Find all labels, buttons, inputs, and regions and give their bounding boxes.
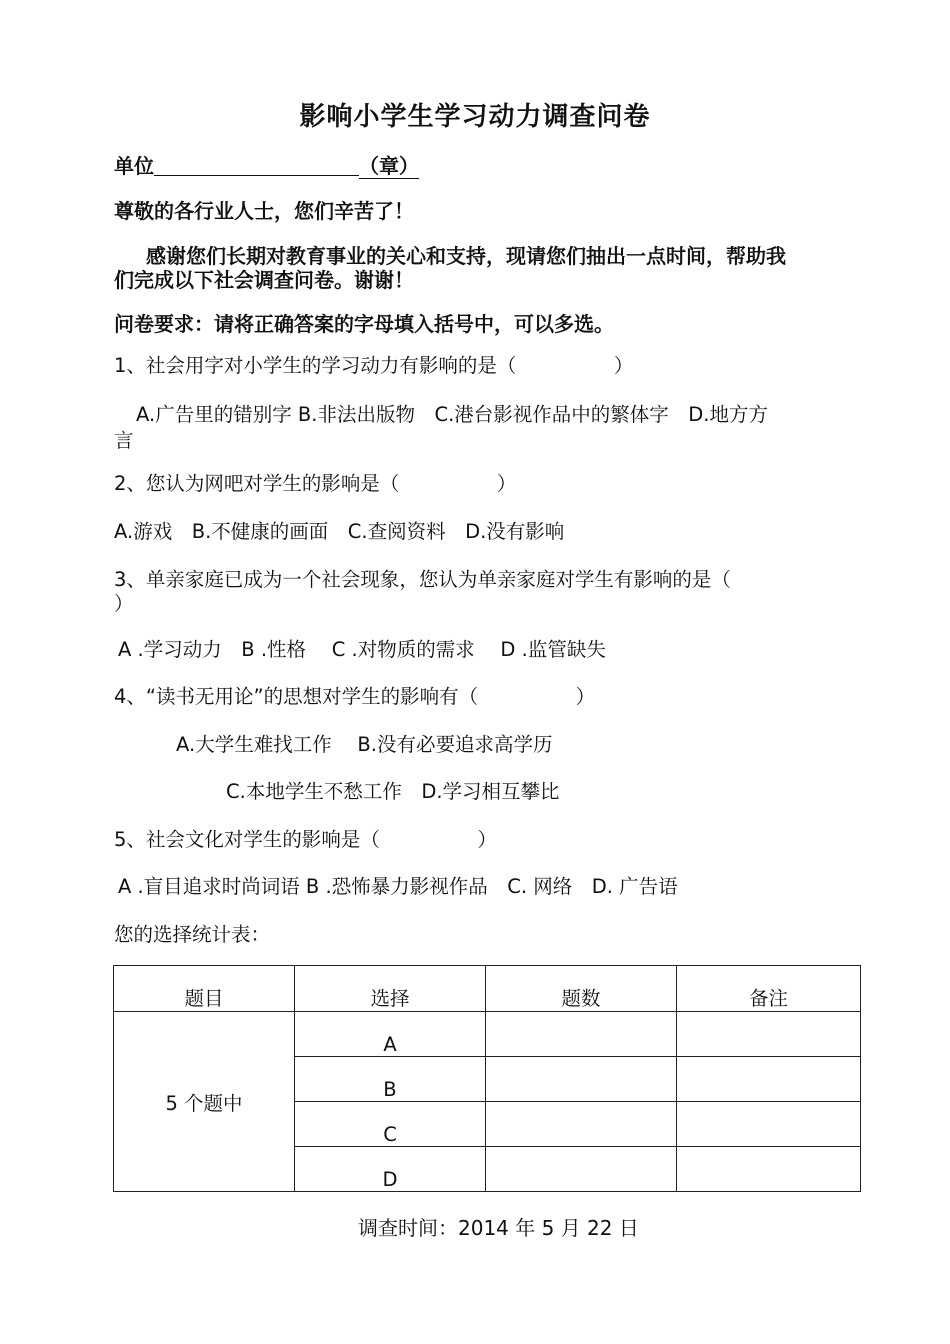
choice-cell: B [295,1057,486,1102]
question-3-stem: 3、单亲家庭已成为一个社会现象，您认为单亲家庭对学生有影响的是（ [114,568,731,591]
question-1-options: A.广告里的错别字 B.非法出版物 C.港台影视作品中的繁体字 D.地方方 [136,403,768,426]
remarks-cell[interactable] [677,1102,861,1147]
header-count: 题数 [486,966,677,1012]
choice-cell: A [295,1012,486,1057]
count-cell[interactable] [486,1147,677,1192]
header-remarks: 备注 [677,966,861,1012]
count-cell[interactable] [486,1102,677,1147]
remarks-cell[interactable] [677,1012,861,1057]
question-3-options: A .学习动力 B .性格 C .对物质的需求 D .监管缺失 [118,638,606,661]
question-1-stem: 1、社会用字对小学生的学习动力有影响的是（ ） [114,354,634,377]
question-5-stem: 5、社会文化对学生的影响是（ ） [114,828,497,851]
table-header-row [114,966,861,1012]
question-2-stem: 2、您认为网吧对学生的影响是（ ） [114,472,517,495]
question-3-stem-cont: ） [114,592,134,615]
question-2-options: A.游戏 B.不健康的画面 C.查阅资料 D.没有影响 [114,520,565,543]
selection-stats-table [113,965,861,1192]
unit-line [114,150,419,179]
intro-line-2: 们完成以下社会调查问卷。谢谢！ [114,268,414,292]
choice-cell: D [295,1147,486,1192]
count-cell[interactable] [486,1057,677,1102]
question-4-options-2: C.本地学生不愁工作 D.学习相互攀比 [226,780,560,803]
table-row [114,1012,861,1057]
question-4-options-1: A.大学生难找工作 B.没有必要追求高学历 [176,733,553,756]
header-topic: 题目 [114,966,295,1012]
unit-stamp: （章） [359,154,419,178]
survey-date: 调查时间：2014 年 5 月 22 日 [358,1216,639,1240]
question-1-options-cont: 言 [114,429,134,452]
page-title: 影响小学生学习动力调查问卷 [299,102,651,132]
intro-line-1: 感谢您们长期对教育事业的关心和支持，现请您们抽出一点时间，帮助我 [146,244,786,268]
group-label-cell: 5 个题中 [114,1012,295,1192]
question-5-options: A .盲目追求时尚词语 B .恐怖暴力影视作品 C. 网络 D. 广告语 [118,875,678,898]
table-caption: 您的选择统计表： [114,923,271,946]
unit-blank[interactable] [154,156,359,176]
question-4-stem: 4、“读书无用论”的思想对学生的影响有（ ） [114,685,596,708]
remarks-cell[interactable] [677,1147,861,1192]
greeting: 尊敬的各行业人士，您们辛苦了！ [114,199,414,223]
unit-label: 单位 [114,154,154,178]
remarks-cell[interactable] [677,1057,861,1102]
choice-cell: C [295,1102,486,1147]
count-cell[interactable] [486,1012,677,1057]
requirement-text: 问卷要求：请将正确答案的字母填入括号中，可以多选。 [114,312,614,336]
header-choice: 选择 [295,966,486,1012]
